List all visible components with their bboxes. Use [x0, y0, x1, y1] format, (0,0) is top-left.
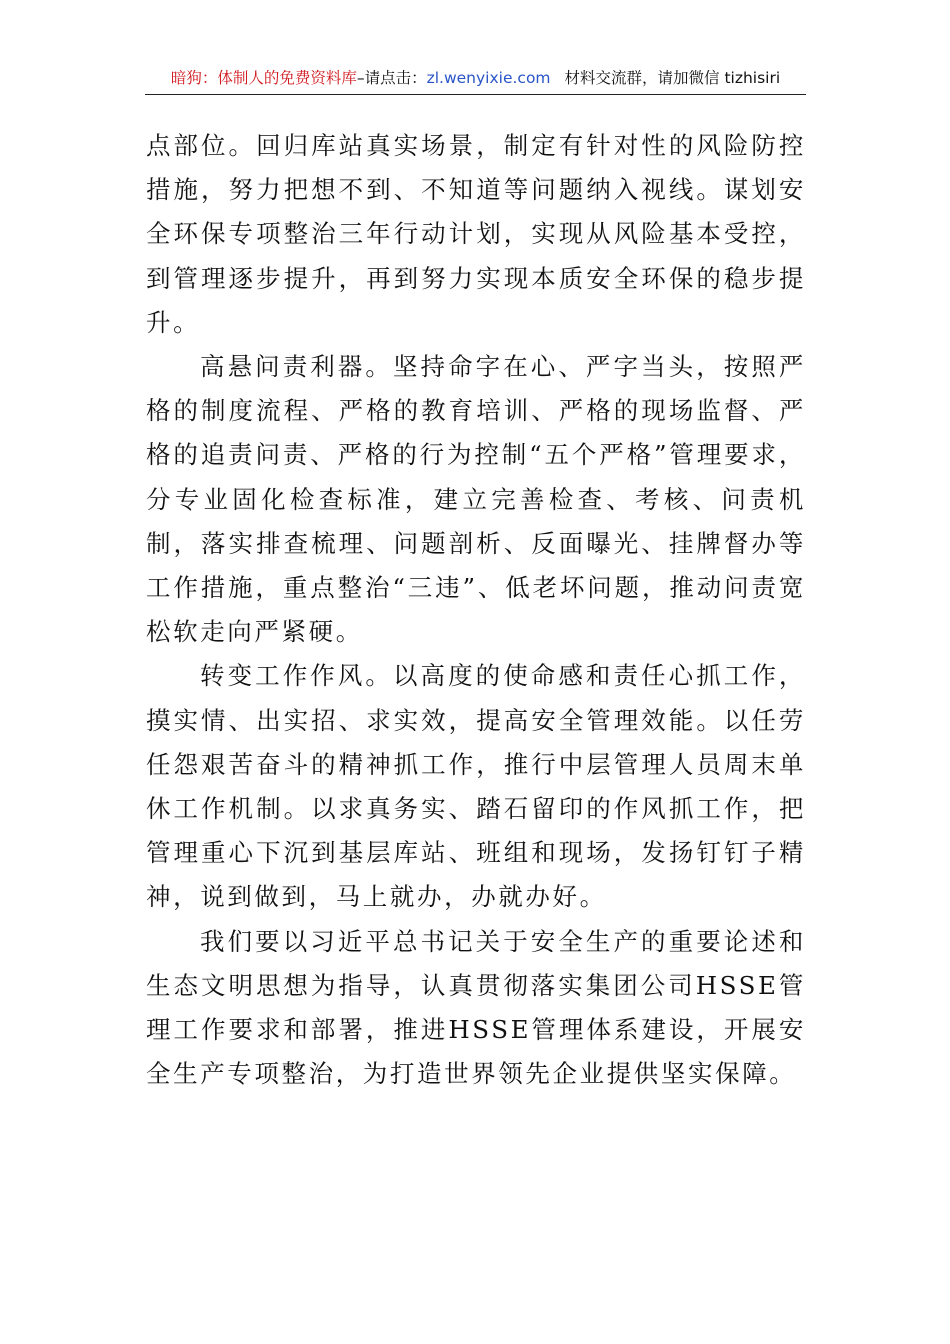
paragraph-3: 转变工作作风。以高度的使命感和责任心抓工作，摸实情、出实招、求实效，提高安全管理效能。以任劳任怨艰苦奋斗的精神抓工作，推行中层管理人员周末单休工作机制。以求真务实、踏石留印的作风抓工作，把管理重心下沉到基层库站、班组和现场，发扬钉钉子精神，说到做到，马上就办，办就办好。 — [146, 661, 806, 912]
paragraph-4: 我们要以习近平总书记关于安全生产的重要论述和生态文明思想为指导，认真贯彻落实集团公司HSSE管理工作要求和部署，推进HSSE管理体系建设，开展安全生产专项整治，为打造世界领先企业提供坚实保障。 — [146, 926, 806, 1089]
page-header — [145, 62, 806, 95]
paragraph-2: 高悬问责利器。坚持命字在心、严字当头，按照严格的制度流程、严格的教育培训、严格的现场监督、严格的追责问责、严格的行为控制“五个严格”管理要求，分专业固化检查标准，建立完善检查、考核、问责机制，落实排查梳理、问题剖析、反面曝光、挂牌督办等工作措施，重点整治“三违”、低老坏问题，推动问责宽松软走向严紧硬。 — [146, 352, 806, 647]
document-body — [146, 124, 806, 1096]
header-brand-text: 暗狗：体制人的免费资料库 — [170, 69, 357, 87]
header-link[interactable]: zl.wenyixie.com — [426, 69, 551, 87]
header-contact-text: 材料交流群，请加微信 tizhisiri — [564, 69, 781, 87]
header-prompt-text: –请点击： — [356, 69, 427, 87]
paragraph-1: 点部位。回归库站真实场景，制定有针对性的风险防控措施，努力把想不到、不知道等问题纳入视线。谋划安全环保专项整治三年行动计划，实现从风险基本受控，到管理逐步提升，再到努力实现本质安全环保的稳步提升。 — [146, 131, 806, 337]
